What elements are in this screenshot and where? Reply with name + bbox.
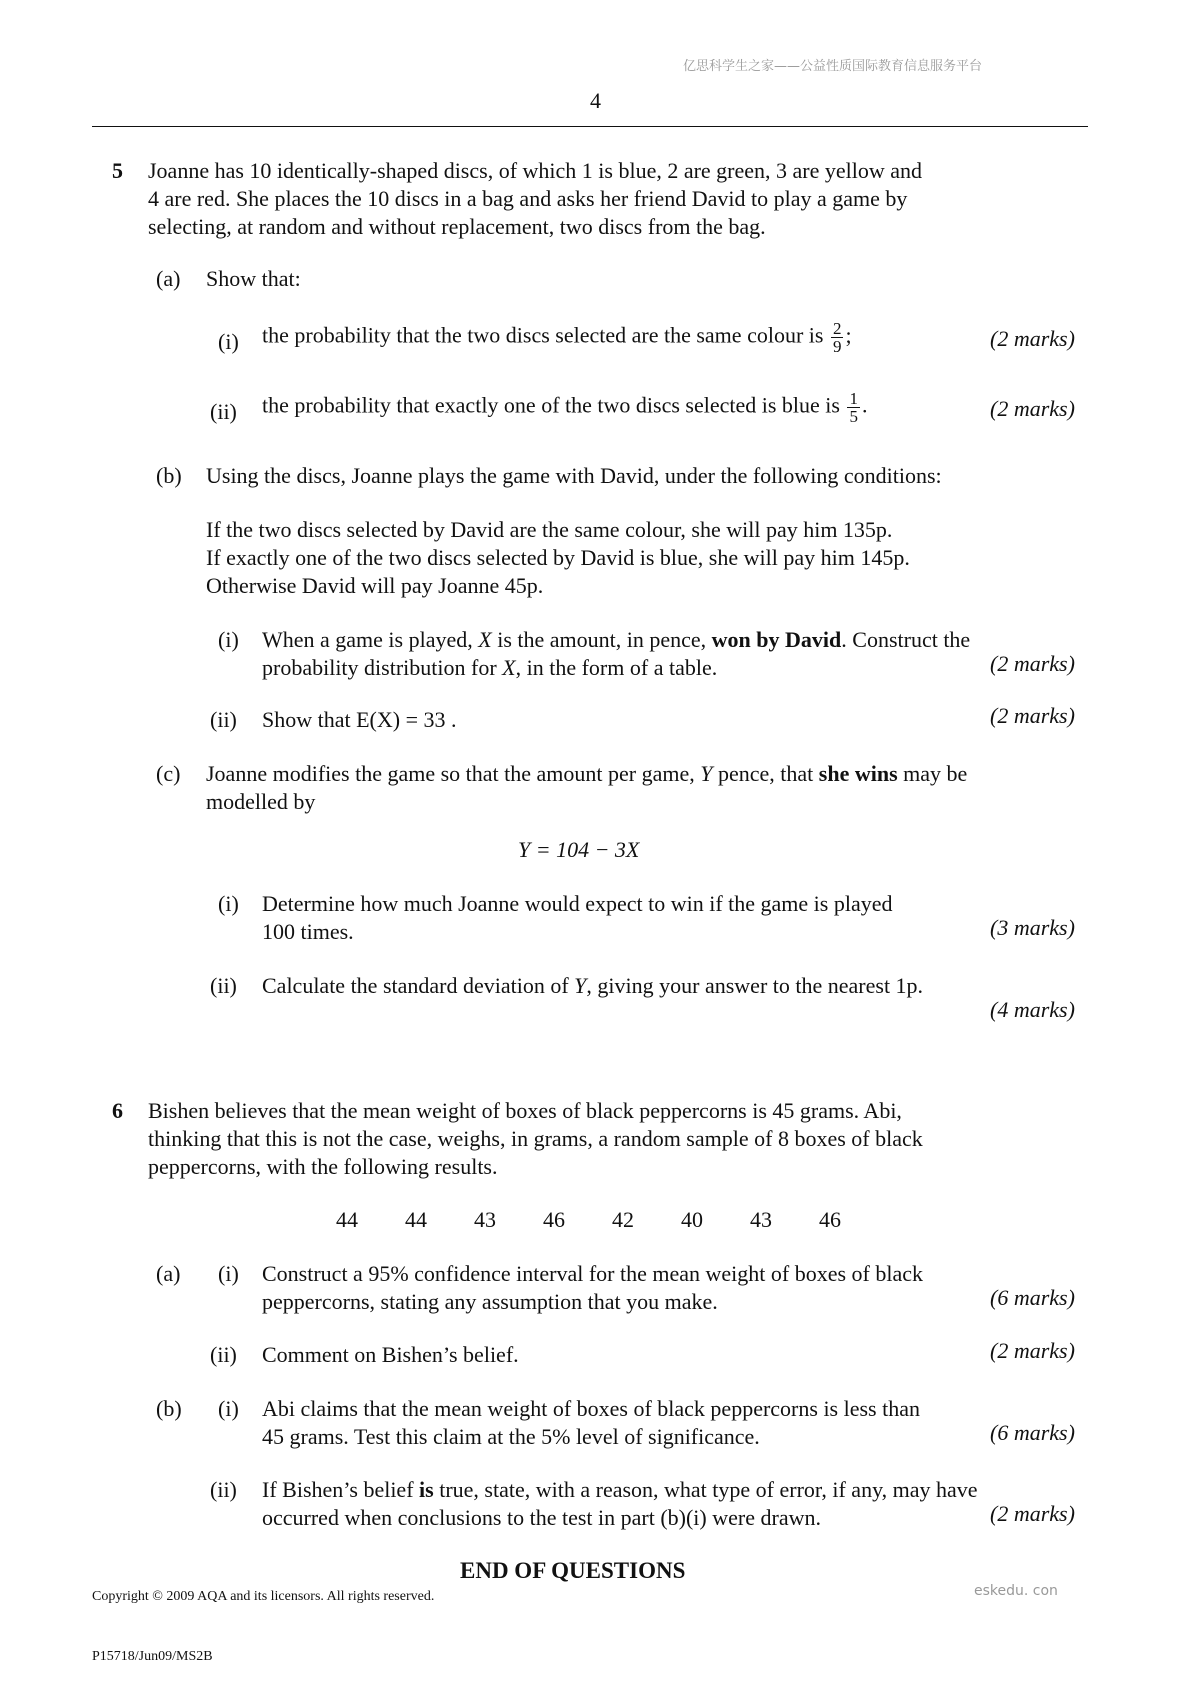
subpart-text: 100 times. xyxy=(262,919,354,944)
subpart-label: (ii) xyxy=(210,1342,237,1367)
sample-value: 46 xyxy=(819,1207,841,1232)
subpart-text xyxy=(262,390,867,425)
condition-line: If exactly one of the two discs selected by David is blue, she will pay him 145p. xyxy=(206,545,910,570)
condition-line: Otherwise David will pay Joanne 45p. xyxy=(206,573,544,598)
subpart-text-end: . xyxy=(861,392,868,418)
part-text: Show that: xyxy=(206,266,301,291)
marks-label: (2 marks) xyxy=(990,1338,1075,1363)
marks-label: (2 marks) xyxy=(990,703,1075,728)
subpart-text-part: the probability that exactly one of the two discs selected is blue is xyxy=(262,392,840,418)
sample-value: 44 xyxy=(336,1207,358,1232)
sample-value: 43 xyxy=(474,1207,496,1232)
marks-label: (6 marks) xyxy=(990,1420,1075,1445)
subpart-text: 45 grams. Test this claim at the 5% level of significance. xyxy=(262,1424,760,1449)
sample-value: 46 xyxy=(543,1207,565,1232)
end-of-questions: END OF QUESTIONS xyxy=(460,1558,686,1583)
subpart-text: If Bishen’s belief is true, state, with a reason, what type of error, if any, may have xyxy=(262,1477,978,1502)
marks-label: (2 marks) xyxy=(990,396,1075,421)
subpart-label: (ii) xyxy=(210,399,237,424)
question-number: 6 xyxy=(112,1098,123,1123)
marks-label: (6 marks) xyxy=(990,1285,1075,1310)
question-number: 5 xyxy=(112,158,123,183)
part-text: Using the discs, Joanne plays the game with David, under the following conditions: xyxy=(206,463,942,488)
sample-value: 40 xyxy=(681,1207,703,1232)
sample-value: 43 xyxy=(750,1207,772,1232)
marks-label: (3 marks) xyxy=(990,915,1075,940)
subpart-label: (i) xyxy=(218,329,239,354)
sample-value: 42 xyxy=(612,1207,634,1232)
question-text-line: selecting, at random and without replacement, two discs from the bag. xyxy=(148,214,766,239)
subpart-text: Construct a 95% confidence interval for the mean weight of boxes of black xyxy=(262,1261,923,1286)
subpart-text: Determine how much Joanne would expect to win if the game is played xyxy=(262,891,893,916)
sample-value: 44 xyxy=(405,1207,427,1232)
subpart-text: Abi claims that the mean weight of boxes of black peppercorns is less than xyxy=(262,1396,920,1421)
subpart-text: Calculate the standard deviation of Y, giving your answer to the nearest 1p. xyxy=(262,973,924,998)
question-text-line: Joanne has 10 identically-shaped discs, of which 1 is blue, 2 are green, 3 are yellow and xyxy=(148,158,923,183)
marks-label: (2 marks) xyxy=(990,1501,1075,1526)
header-rule xyxy=(92,126,1088,127)
part-label: (b) xyxy=(156,1396,182,1421)
subpart-label: (i) xyxy=(218,1261,239,1286)
marks-label: (2 marks) xyxy=(990,651,1075,676)
fraction-numerator: 1 xyxy=(849,389,858,408)
question-text-line: peppercorns, with the following results. xyxy=(148,1154,498,1179)
page-number: 4 xyxy=(590,88,601,113)
subpart-text: probability distribution for X, in the form of a table. xyxy=(262,655,718,680)
marks-label: (4 marks) xyxy=(990,997,1075,1022)
subpart-label: (ii) xyxy=(210,707,237,732)
fraction-denominator: 9 xyxy=(832,337,842,356)
paper-code: P15718/Jun09/MS2B xyxy=(92,1649,213,1664)
subpart-text-part: the probability that the two discs selected are the same colour is xyxy=(262,322,824,348)
subpart-text-end: ; xyxy=(845,322,852,348)
subpart-text: When a game is played, X is the amount, in pence, won by David. Construct the xyxy=(262,627,971,652)
subpart-text: occurred when conclusions to the test in part (b)(i) were drawn. xyxy=(262,1505,821,1530)
subpart-label: (i) xyxy=(218,627,239,652)
subpart-label: (i) xyxy=(218,891,239,916)
question-text-line: Bishen believes that the mean weight of boxes of black peppercorns is 45 grams. Abi, xyxy=(148,1098,902,1123)
equation: Y = 104 − 3X xyxy=(518,837,640,862)
condition-line: If the two discs selected by David are the same colour, she will pay him 135p. xyxy=(206,517,893,542)
part-text: Joanne modifies the game so that the amount per game, Y pence, that she wins may be xyxy=(206,761,968,786)
part-label: (a) xyxy=(156,1261,181,1286)
part-label: (a) xyxy=(156,266,181,291)
fraction xyxy=(831,320,844,355)
copyright-notice: Copyright © 2009 AQA and its licensors. All rights reserved. xyxy=(92,1589,435,1604)
fraction-denominator: 5 xyxy=(849,407,858,426)
subpart-text xyxy=(262,320,852,355)
subpart-label: (i) xyxy=(218,1396,239,1421)
question-text-line: thinking that this is not the case, weighs, in grams, a random sample of 8 boxes of black xyxy=(148,1126,923,1151)
question-text-line: 4 are red. She places the 10 discs in a bag and asks her friend David to play a game by xyxy=(148,186,908,211)
subpart-text: peppercorns, stating any assumption that you make. xyxy=(262,1289,718,1314)
part-text: modelled by xyxy=(206,789,316,814)
fraction xyxy=(847,390,860,425)
part-label: (b) xyxy=(156,463,182,488)
header-watermark: 亿思科学生之家——公益性质国际教育信息服务平台 xyxy=(683,59,983,74)
site-watermark: eskedu. con xyxy=(974,1583,1058,1599)
marks-label: (2 marks) xyxy=(990,326,1075,351)
subpart-text: Comment on Bishen’s belief. xyxy=(262,1342,519,1367)
subpart-text: Show that E(X) = 33 . xyxy=(262,707,457,732)
fraction-numerator: 2 xyxy=(832,319,842,338)
subpart-label: (ii) xyxy=(210,973,237,998)
subpart-label: (ii) xyxy=(210,1477,237,1502)
part-label: (c) xyxy=(156,761,181,786)
